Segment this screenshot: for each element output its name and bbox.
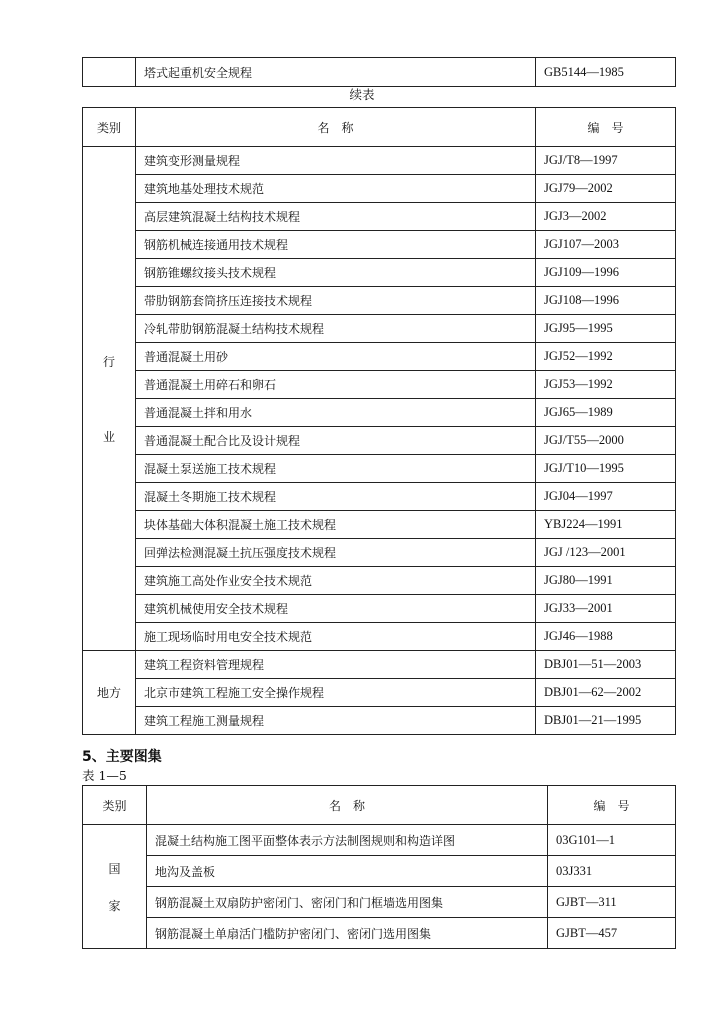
- atlas-code: 03G101—1: [548, 825, 676, 856]
- standard-code: JGJ/T10—1995: [536, 455, 676, 483]
- table-row: [83, 623, 676, 651]
- standard-name: 混凝土泵送施工技术规程: [136, 455, 536, 483]
- standard-name: 建筑变形测量规程: [136, 147, 536, 175]
- table-row: [83, 315, 676, 343]
- header-name: 名 称: [136, 108, 536, 147]
- standard-name: 普通混凝土用砂: [136, 343, 536, 371]
- standard-name: 高层建筑混凝土结构技术规程: [136, 203, 536, 231]
- table-row: [83, 511, 676, 539]
- table-row: [83, 483, 676, 511]
- atlas-name: 钢筋混凝土双扇防护密闭门、密闭门和门框墙选用图集: [147, 887, 548, 918]
- category-industry: [83, 147, 136, 651]
- table-label: 表 1—5: [82, 768, 127, 783]
- table-row: [83, 887, 676, 918]
- standard-name: 施工现场临时用电安全技术规范: [136, 623, 536, 651]
- section-title: 5、主要图集: [82, 749, 162, 765]
- table-row: [83, 651, 676, 679]
- standard-name: 普通混凝土配合比及设计规程: [136, 427, 536, 455]
- standard-code: JGJ53—1992: [536, 371, 676, 399]
- atlas-name: 地沟及盖板: [147, 856, 548, 887]
- standard-name: 带肋钢筋套筒挤压连接技术规程: [136, 287, 536, 315]
- standard-code: JGJ80—1991: [536, 567, 676, 595]
- table-row: [83, 399, 676, 427]
- standard-code: JGJ109—1996: [536, 259, 676, 287]
- standard-code: DBJ01—62—2002: [536, 679, 676, 707]
- table-header-row: [83, 108, 676, 147]
- table-row: [83, 203, 676, 231]
- table-row: [83, 58, 676, 87]
- atlas-name: 混凝土结构施工图平面整体表示方法制图规则和构造详图: [147, 825, 548, 856]
- standard-name: 北京市建筑工程施工安全操作规程: [136, 679, 536, 707]
- standard-name: 建筑施工高处作业安全技术规范: [136, 567, 536, 595]
- standard-name: 建筑地基处理技术规范: [136, 175, 536, 203]
- standard-name: 块体基础大体积混凝土施工技术规程: [136, 511, 536, 539]
- standard-name: 塔式起重机安全规程: [136, 58, 536, 87]
- category-char: 家: [108, 898, 121, 913]
- table-row: [83, 455, 676, 483]
- atlas-table: [82, 785, 676, 949]
- standard-code: JGJ95—1995: [536, 315, 676, 343]
- standard-name: 普通混凝土用碎石和卵石: [136, 371, 536, 399]
- header-name: 名 称: [147, 786, 548, 825]
- standard-code: DBJ01—21—1995: [536, 707, 676, 735]
- standard-name: 回弹法检测混凝土抗压强度技术规程: [136, 539, 536, 567]
- standard-name: 建筑工程资料管理规程: [136, 651, 536, 679]
- table-row: [83, 231, 676, 259]
- standard-code: JGJ33—2001: [536, 595, 676, 623]
- category-char: 业: [102, 429, 115, 444]
- table-row: [83, 679, 676, 707]
- atlas-code: 03J331: [548, 856, 676, 887]
- table-row: [83, 567, 676, 595]
- standard-code: JGJ65—1989: [536, 399, 676, 427]
- table-row: [83, 371, 676, 399]
- standard-name: 混凝土冬期施工技术规程: [136, 483, 536, 511]
- header-category: 类别: [83, 786, 147, 825]
- standards-table: [82, 107, 676, 735]
- category-local: 地方: [83, 651, 136, 735]
- standard-name: 钢筋机械连接通用技术规程: [136, 231, 536, 259]
- standard-code: YBJ224—1991: [536, 511, 676, 539]
- atlas-code: GJBT—457: [548, 918, 676, 949]
- top-table-fragment: [82, 57, 676, 87]
- continued-label: 续表: [349, 87, 375, 102]
- table-row: [83, 918, 676, 949]
- table-header-row: [83, 786, 676, 825]
- table-row: [83, 427, 676, 455]
- standard-code: JGJ04—1997: [536, 483, 676, 511]
- atlas-name: 钢筋混凝土单扇活门槛防护密闭门、密闭门选用图集: [147, 918, 548, 949]
- standard-code: JGJ52—1992: [536, 343, 676, 371]
- standard-code: JGJ46—1988: [536, 623, 676, 651]
- category-national: [83, 825, 147, 949]
- header-code: 编 号: [548, 786, 676, 825]
- atlas-code: GJBT—311: [548, 887, 676, 918]
- table-row: [83, 343, 676, 371]
- standard-code: JGJ108—1996: [536, 287, 676, 315]
- table-row: [83, 287, 676, 315]
- category-char: 国: [108, 861, 121, 876]
- standard-name: 普通混凝土拌和用水: [136, 399, 536, 427]
- table-row: [83, 825, 676, 856]
- standard-name: 冷轧带肋钢筋混凝土结构技术规程: [136, 315, 536, 343]
- header-code: 编 号: [536, 108, 676, 147]
- table-row: [83, 539, 676, 567]
- header-category: 类别: [83, 108, 136, 147]
- table-row: [83, 259, 676, 287]
- standard-name: 建筑机械使用安全技术规程: [136, 595, 536, 623]
- category-cell: [83, 58, 136, 87]
- standard-code: JGJ107—2003: [536, 231, 676, 259]
- standard-code: GB5144—1985: [536, 58, 676, 87]
- standard-code: JGJ/T55—2000: [536, 427, 676, 455]
- standard-code: JGJ3—2002: [536, 203, 676, 231]
- standard-code: JGJ /123—2001: [536, 539, 676, 567]
- table-row: [83, 856, 676, 887]
- standard-code: JGJ79—2002: [536, 175, 676, 203]
- table-row: [83, 707, 676, 735]
- standard-name: 钢筋锥螺纹接头技术规程: [136, 259, 536, 287]
- table-row: [83, 147, 676, 175]
- category-char: 行: [102, 354, 115, 369]
- standard-code: DBJ01—51—2003: [536, 651, 676, 679]
- standard-code: JGJ/T8—1997: [536, 147, 676, 175]
- table-row: [83, 595, 676, 623]
- standard-name: 建筑工程施工测量规程: [136, 707, 536, 735]
- table-row: [83, 175, 676, 203]
